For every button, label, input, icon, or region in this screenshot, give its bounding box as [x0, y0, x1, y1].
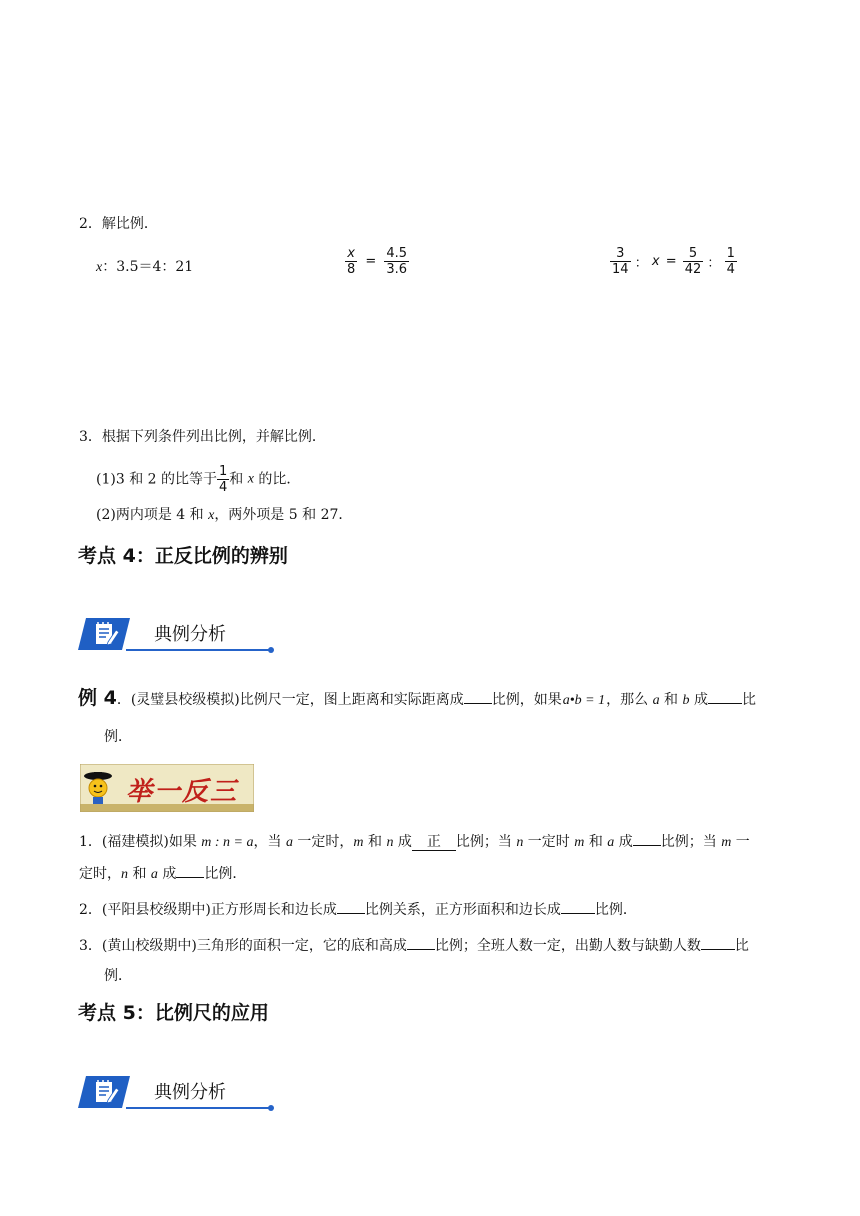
math-expression: a•b = 1 — [562, 693, 606, 708]
denominator: 3.6 — [386, 262, 408, 277]
example-analysis-banner — [78, 1076, 274, 1110]
fraction-4.5-over-3.6 — [384, 246, 409, 277]
practice-text: 成 — [614, 834, 633, 850]
variable-m: m — [353, 835, 364, 850]
practice-text: 和 — [128, 866, 151, 882]
variable-x: x — [208, 508, 215, 523]
practice-text: 比例；全班人数一定，出勤人数与缺勤人数 — [434, 938, 701, 954]
q3-item-2 — [96, 505, 352, 526]
practice-text: 1．(福建模拟)如果 — [79, 834, 202, 850]
practice-text: 比例． — [204, 866, 247, 882]
equation-rest: ：3.5＝4：21 — [102, 259, 194, 275]
practice-banner — [80, 764, 254, 812]
example-text: ，那么 — [606, 692, 653, 708]
numerator: x — [345, 246, 357, 262]
example-text: 成 — [689, 692, 708, 708]
practice-3-line-1 — [79, 934, 749, 956]
fraction-5-over-42 — [683, 246, 704, 277]
example-label: 例 4 — [78, 687, 117, 709]
practice-text: 一定时， — [292, 834, 354, 850]
practice-text: 和 — [584, 834, 608, 850]
practice-text: 比例；当 — [660, 834, 722, 850]
fraction-x-over-8 — [345, 246, 357, 277]
q2-equation-3 — [610, 246, 737, 277]
variable-a: a — [150, 867, 158, 882]
answer-blank[interactable] — [464, 688, 492, 704]
banner-dot — [268, 1105, 274, 1111]
equals-sign: = — [365, 254, 377, 269]
item-text: 的比． — [253, 471, 301, 488]
example-text: 和 — [659, 692, 683, 708]
variable-a: a — [607, 835, 615, 850]
banner-label: 典例分析 — [154, 1082, 226, 1103]
equals-sign: = — [665, 254, 677, 269]
q2-title: 2．解比例． — [79, 216, 158, 232]
example-text: 比 — [741, 692, 756, 708]
answer-blank[interactable] — [633, 830, 661, 846]
variable-b: b — [682, 693, 690, 708]
variable-m: m — [574, 835, 585, 850]
practice-text: 2．(平阳县校级期中)正方形周长和边长成 — [79, 902, 337, 918]
item-text: 和 — [229, 471, 248, 488]
practice-text: 和 — [363, 834, 387, 850]
banner-underline — [126, 1107, 272, 1109]
example-4-line-1 — [78, 688, 756, 711]
variable-x: x — [247, 471, 254, 487]
q2-equation-2 — [345, 246, 409, 277]
practice-text: 比例关系，正方形面积和边长成 — [364, 902, 561, 918]
variable-m: m — [721, 835, 732, 850]
variable-x: x — [96, 260, 103, 275]
practice-text: 比例． — [594, 902, 637, 918]
answer-blank[interactable] — [701, 934, 735, 950]
denominator: 4 — [219, 480, 228, 495]
section-4-heading: 考点 4：正反比例的辨别 — [78, 545, 288, 567]
practice-text: 定时， — [79, 866, 121, 882]
colon: ： — [634, 256, 648, 271]
answer-blank-filled[interactable]: 正 — [412, 832, 456, 851]
numerator: 1 — [726, 246, 735, 261]
variable-n: n — [516, 835, 524, 850]
q2-equation-1 — [96, 257, 193, 278]
fraction-1-over-4 — [725, 246, 737, 277]
example-text: 比例，如果 — [491, 692, 562, 708]
numerator: 1 — [219, 464, 228, 479]
example-dot: ． — [116, 692, 131, 708]
example-4-line-2: 例． — [104, 729, 132, 745]
answer-blank[interactable] — [708, 688, 742, 704]
practice-text: 比例；当 — [455, 834, 517, 850]
notepad-pencil-icon — [78, 1076, 130, 1108]
practice-text: 成 — [393, 834, 412, 850]
practice-text: 比 — [734, 938, 749, 954]
practice-banner-label: 举一反三 — [126, 777, 239, 807]
item-text: (1)3 和 2 的比等于 — [96, 471, 217, 488]
practice-text: 一 — [731, 834, 750, 850]
banner-dot — [268, 647, 274, 653]
variable-n: n — [386, 835, 394, 850]
fraction-3-over-14 — [610, 246, 631, 277]
practice-text: 成 — [157, 866, 177, 882]
numerator: 3 — [610, 246, 631, 262]
denominator: 4 — [726, 262, 735, 277]
practice-text: 3．(黄山校级期中)三角形的面积一定，它的底和高成 — [79, 938, 407, 954]
practice-1-line-2 — [79, 862, 246, 885]
colon: ： — [707, 256, 721, 271]
practice-text: ，当 — [253, 834, 286, 850]
banner-label: 典例分析 — [154, 624, 226, 645]
section-5-heading: 考点 5：比例尺的应用 — [78, 1002, 269, 1024]
example-text: (灵璧县校级模拟)比例尺一定，图上距离和实际距离成 — [130, 692, 464, 708]
fraction-1-over-4 — [217, 464, 229, 495]
variable-a: a — [652, 693, 660, 708]
example-analysis-banner — [78, 618, 274, 652]
answer-blank[interactable] — [407, 934, 435, 950]
answer-blank[interactable] — [337, 898, 365, 914]
answer-blank[interactable] — [176, 862, 204, 878]
variable-a: a — [285, 835, 293, 850]
practice-3-line-2: 例． — [104, 968, 132, 984]
numerator: 4.5 — [386, 246, 408, 261]
variable-x: x — [651, 254, 660, 269]
item-text: ，两外项是 5 和 27． — [214, 507, 353, 523]
denominator: 14 — [612, 262, 629, 277]
notepad-pencil-icon — [78, 618, 130, 650]
q3-item-1 — [96, 464, 300, 495]
banner-underline — [126, 649, 272, 651]
answer-blank[interactable] — [561, 898, 595, 914]
numerator: 5 — [683, 246, 704, 262]
item-text: (2)两内项是 4 和 — [96, 507, 209, 523]
practice-1-line-1 — [79, 830, 750, 853]
q3-title: 3．根据下列条件列出比例，并解比例． — [79, 429, 326, 445]
denominator: 8 — [347, 262, 356, 277]
denominator: 42 — [684, 262, 702, 277]
math-expression: m : n = a — [201, 835, 254, 850]
practice-2-line — [79, 898, 637, 920]
practice-text: 一定时 — [523, 834, 575, 850]
variable-n: n — [121, 867, 128, 882]
